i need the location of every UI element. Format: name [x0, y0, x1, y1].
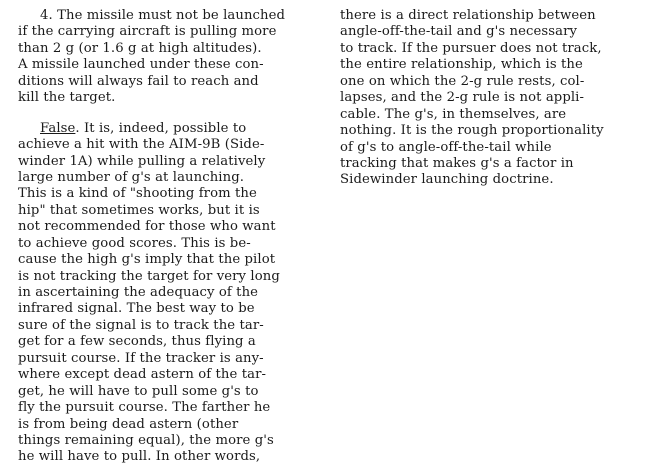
- text-line: get, he will have to pull some g's to: [18, 383, 259, 399]
- answer-first-line-rest: . It is, indeed, possible to: [75, 120, 247, 136]
- text-line: to achieve good scores. This is be-: [18, 235, 251, 251]
- right-column: [340, 8, 658, 189]
- text-line: This is a kind of "shooting from the: [18, 186, 257, 202]
- text-line: fly the pursuit course. The farther he: [18, 400, 271, 416]
- text-line: hip" that sometimes works, but it is: [18, 202, 260, 218]
- answer-verdict: False: [40, 120, 76, 136]
- text-line: the entire relationship, which is the: [340, 57, 583, 73]
- text-line: than 2 g (or 1.6 g at high altitudes).: [18, 40, 262, 56]
- text-line: angle-off-the-tail and g's necessary: [340, 24, 578, 40]
- text-line: kill the target.: [18, 90, 116, 106]
- text-line: he will have to pull. In other words,: [18, 449, 261, 465]
- text-line: nothing. It is the rough proportionality: [340, 123, 604, 139]
- text-line: lapses, and the 2-g rule is not appli-: [340, 90, 585, 106]
- text-line: not recommended for those who want: [18, 219, 276, 235]
- paragraph-gap: [18, 107, 336, 121]
- text-line: cause the high g's imply that the pilot: [18, 252, 276, 268]
- text-line: things remaining equal), the more g's: [18, 432, 274, 448]
- text-line: of g's to angle-off-the-tail while: [340, 139, 552, 155]
- question-4: [18, 8, 336, 107]
- text-line: achieve a hit with the AIM-9B (Side-: [18, 137, 265, 153]
- text-line: infrared signal. The best way to be: [18, 301, 255, 317]
- answer-4: [18, 121, 336, 466]
- text-line: 4. The missile must not be launched: [40, 8, 286, 23]
- text-line: is from being dead astern (other: [18, 416, 239, 432]
- text-line: get for a few seconds, thus flying a: [18, 334, 256, 350]
- text-line: ditions will always fail to reach and: [18, 73, 259, 89]
- text-line: where except dead astern of the tar-: [18, 367, 267, 383]
- text-line: tracking that makes g's a factor in: [340, 155, 574, 171]
- text-line: if the carrying aircraft is pulling more: [18, 24, 277, 40]
- text-line: there is a direct relationship between: [340, 8, 596, 23]
- text-line: Sidewinder launching doctrine.: [340, 172, 554, 188]
- text-line: pursuit course. If the tracker is any-: [18, 350, 264, 366]
- text-line: cable. The g's, in themselves, are: [340, 106, 567, 122]
- text-line: A missile launched under these con-: [18, 57, 264, 73]
- text-line: is not tracking the target for very long: [18, 268, 280, 284]
- left-column: [18, 8, 336, 466]
- text-line: winder 1A) while pulling a relatively: [18, 153, 266, 169]
- answer-first-line: [18, 121, 336, 137]
- text-line: in ascertaining the adequacy of the: [18, 285, 259, 300]
- text-line: one on which the 2-g rule rests, col-: [340, 73, 585, 89]
- text-line: sure of the signal is to track the tar-: [18, 317, 264, 333]
- text-line: to track. If the pursuer does not track,: [340, 40, 602, 56]
- text-line: large number of g's at launching.: [18, 169, 245, 185]
